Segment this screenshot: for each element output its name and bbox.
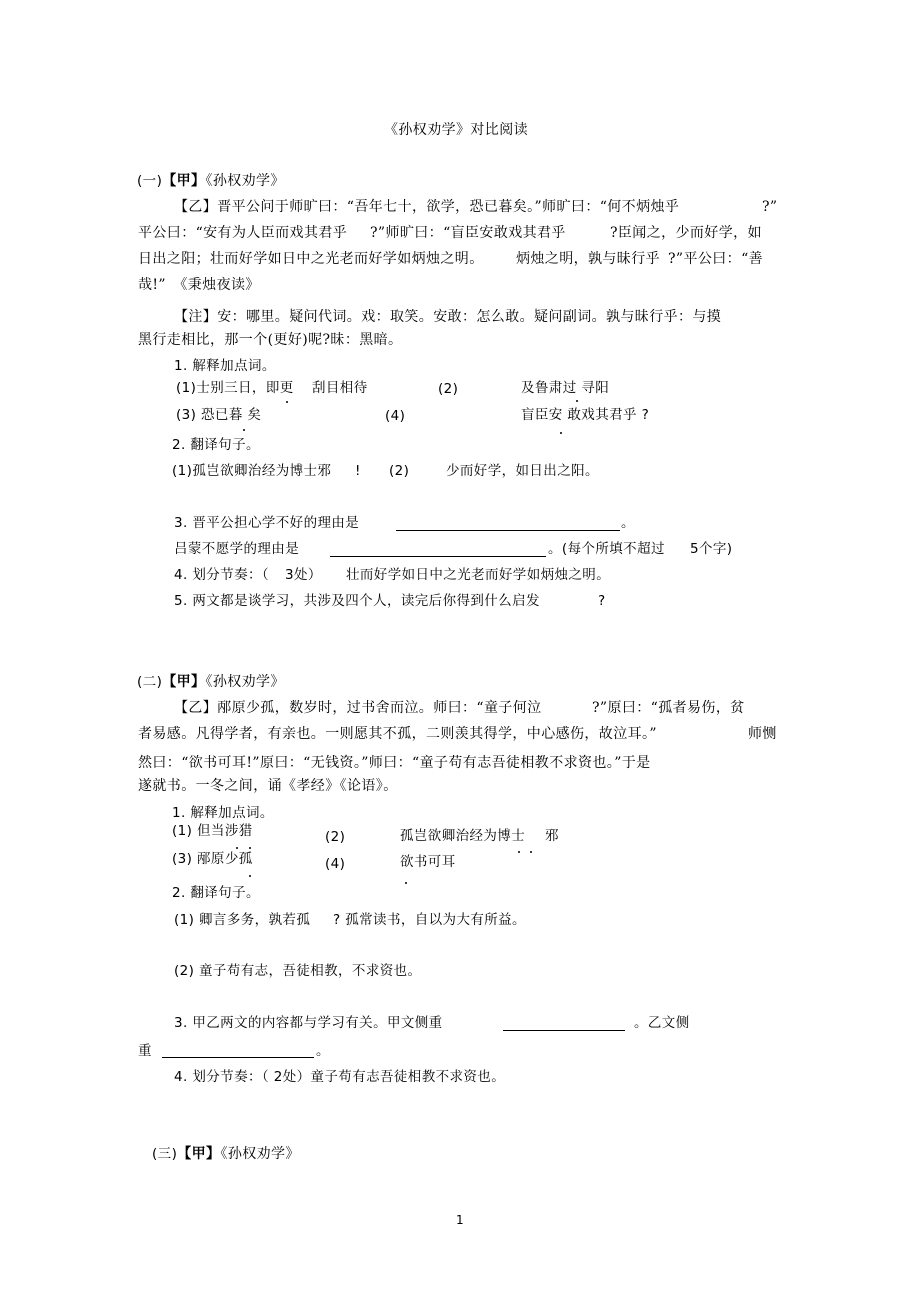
question-1-label: 1. 解释加点词。	[172, 805, 274, 821]
question-3: 。(每个所填不超过	[548, 541, 665, 557]
answer-blank[interactable]	[162, 1057, 314, 1058]
passage-yi-line: ?”原曰：“孤者易伤，贫	[592, 700, 745, 716]
section-1-header: (一)【甲】《孙权劝学》	[137, 173, 285, 189]
question-item: (2)	[325, 829, 346, 845]
question-3: 5个字)	[690, 541, 733, 557]
question-2-label: 2. 翻译句子。	[172, 437, 260, 453]
emphasis-dot	[236, 847, 238, 849]
emphasis-dot	[560, 432, 562, 434]
question-item: ? 孤常读书，自以为大有所益。	[333, 912, 526, 928]
question-item: (2)	[389, 463, 410, 479]
passage-yi-line: 炳烛之明，孰与昧行乎	[516, 251, 660, 267]
emphasis-dot	[518, 851, 520, 853]
question-item: (1)士别三日，即更	[176, 380, 294, 396]
question-item: (3) 恐已暮 矣	[176, 407, 262, 423]
question-item: (2) 童子苟有志，吾徒相教，不求资也。	[174, 963, 422, 979]
question-item: (1)孤岂欲卿治经为博士邪	[172, 463, 332, 479]
passage-yi-line: ?”	[762, 199, 778, 215]
question-item: (4)	[385, 408, 406, 424]
question-item: 及鲁肃过 寻阳	[521, 380, 610, 396]
emphasis-dot	[286, 401, 288, 403]
question-item: 刮目相待	[312, 380, 368, 396]
emphasis-dot	[576, 400, 578, 402]
question-item: (2)	[438, 381, 459, 397]
section-2-header: (二)【甲】《孙权劝学》	[137, 674, 285, 690]
passage-yi-line: 【乙】晋平公问于师旷曰：“吾年七十，欲学，恐已暮矣。”师旷曰：“何不炳烛乎	[174, 199, 680, 215]
page-number: 1	[456, 1213, 465, 1227]
question-3: 重	[138, 1043, 152, 1059]
note-line: 黑行走相比，那一个(更好)呢?昧：黑暗。	[138, 332, 403, 348]
passage-yi-line: 【乙】邴原少孤，数岁时，过书舍而泣。师曰：“童子何泣	[174, 700, 542, 716]
emphasis-dot	[243, 429, 245, 431]
emphasis-dot	[249, 847, 251, 849]
question-item: 欲书可耳	[400, 854, 456, 870]
question-3: 3. 甲乙两文的内容都与学习有关。甲文侧重	[174, 1015, 443, 1031]
passage-yi-line: 遂就书。一冬之间，诵《孝经》《论语》。	[138, 778, 398, 794]
question-item: 孤岂欲卿治经为博士	[400, 828, 526, 844]
note-line: 【注】安：哪里。疑问代词。戏：取笑。安敢：怎么敢。疑问副词。孰与昧行乎：与摸	[174, 309, 722, 325]
emphasis-dot	[530, 851, 532, 853]
question-item: (1) 但当涉猎	[172, 823, 253, 839]
page-title: 《孙权劝学》对比阅读	[384, 122, 528, 138]
passage-yi-line: 然曰：“欲书可耳!”原曰：“无钱资。”师曰：“童子苟有志吾徒相教不求资也。”于是	[138, 755, 651, 771]
passage-yi-line: ?”平公曰：“善	[668, 251, 764, 267]
question-item: 少而好学，如日出之阳。	[446, 463, 599, 479]
answer-blank[interactable]	[330, 556, 546, 557]
question-4: 壮而好学如日中之光老而好学如炳烛之明。	[346, 567, 611, 583]
emphasis-dot	[249, 875, 251, 877]
question-item: 邪	[545, 828, 559, 844]
question-5: 5. 两文都是谈学习，共涉及四个人，读完后你得到什么启发	[174, 593, 540, 609]
answer-blank[interactable]	[396, 530, 620, 531]
question-1-label: 1. 解释加点词。	[174, 358, 276, 374]
question-item: (4)	[325, 856, 346, 872]
passage-yi-line: ?臣闻之，少而好学，如	[610, 225, 762, 241]
question-3: 。	[316, 1043, 330, 1059]
question-3: 3. 晋平公担心学不好的理由是	[174, 515, 360, 531]
question-2-label: 2. 翻译句子。	[172, 885, 260, 901]
passage-yi-line: 平公曰：“安有为人臣而戏其君乎	[138, 225, 348, 241]
section-3-header: (三)【甲】《孙权劝学》	[152, 1146, 300, 1162]
question-5: ?	[598, 593, 606, 609]
passage-yi-line: 师恻	[748, 726, 777, 742]
question-3: 。	[621, 515, 635, 531]
question-item: (1) 卿言多务，孰若孤	[174, 912, 311, 928]
question-4: 4. 划分节奏：（ 2处）童子苟有志吾徒相教不求资也。	[174, 1069, 506, 1085]
question-3: 。乙文侧	[634, 1015, 690, 1031]
passage-yi-line: 日出之阳；壮而好学如日中之光老而好学如炳烛之明。	[138, 251, 484, 267]
question-4: 3处）	[285, 567, 322, 583]
passage-yi-line: ?”师旷曰：“盲臣安敢戏其君乎	[370, 225, 566, 241]
question-3: 吕蒙不愿学的理由是	[174, 541, 300, 557]
question-item: !	[355, 463, 361, 479]
emphasis-dot	[405, 882, 407, 884]
passage-yi-line: 哉!” 《秉烛夜读》	[138, 277, 260, 293]
answer-blank[interactable]	[503, 1030, 625, 1031]
passage-yi-line: 者易感。凡得学者，有亲也。一则愿其不孤，二则羡其得学，中心感伤，故泣耳。”	[138, 726, 657, 742]
question-item: (3) 邴原少孤	[172, 851, 253, 867]
question-4: 4. 划分节奏：（	[174, 567, 270, 583]
question-item: 盲臣安 敢戏其君乎 ?	[521, 407, 650, 423]
